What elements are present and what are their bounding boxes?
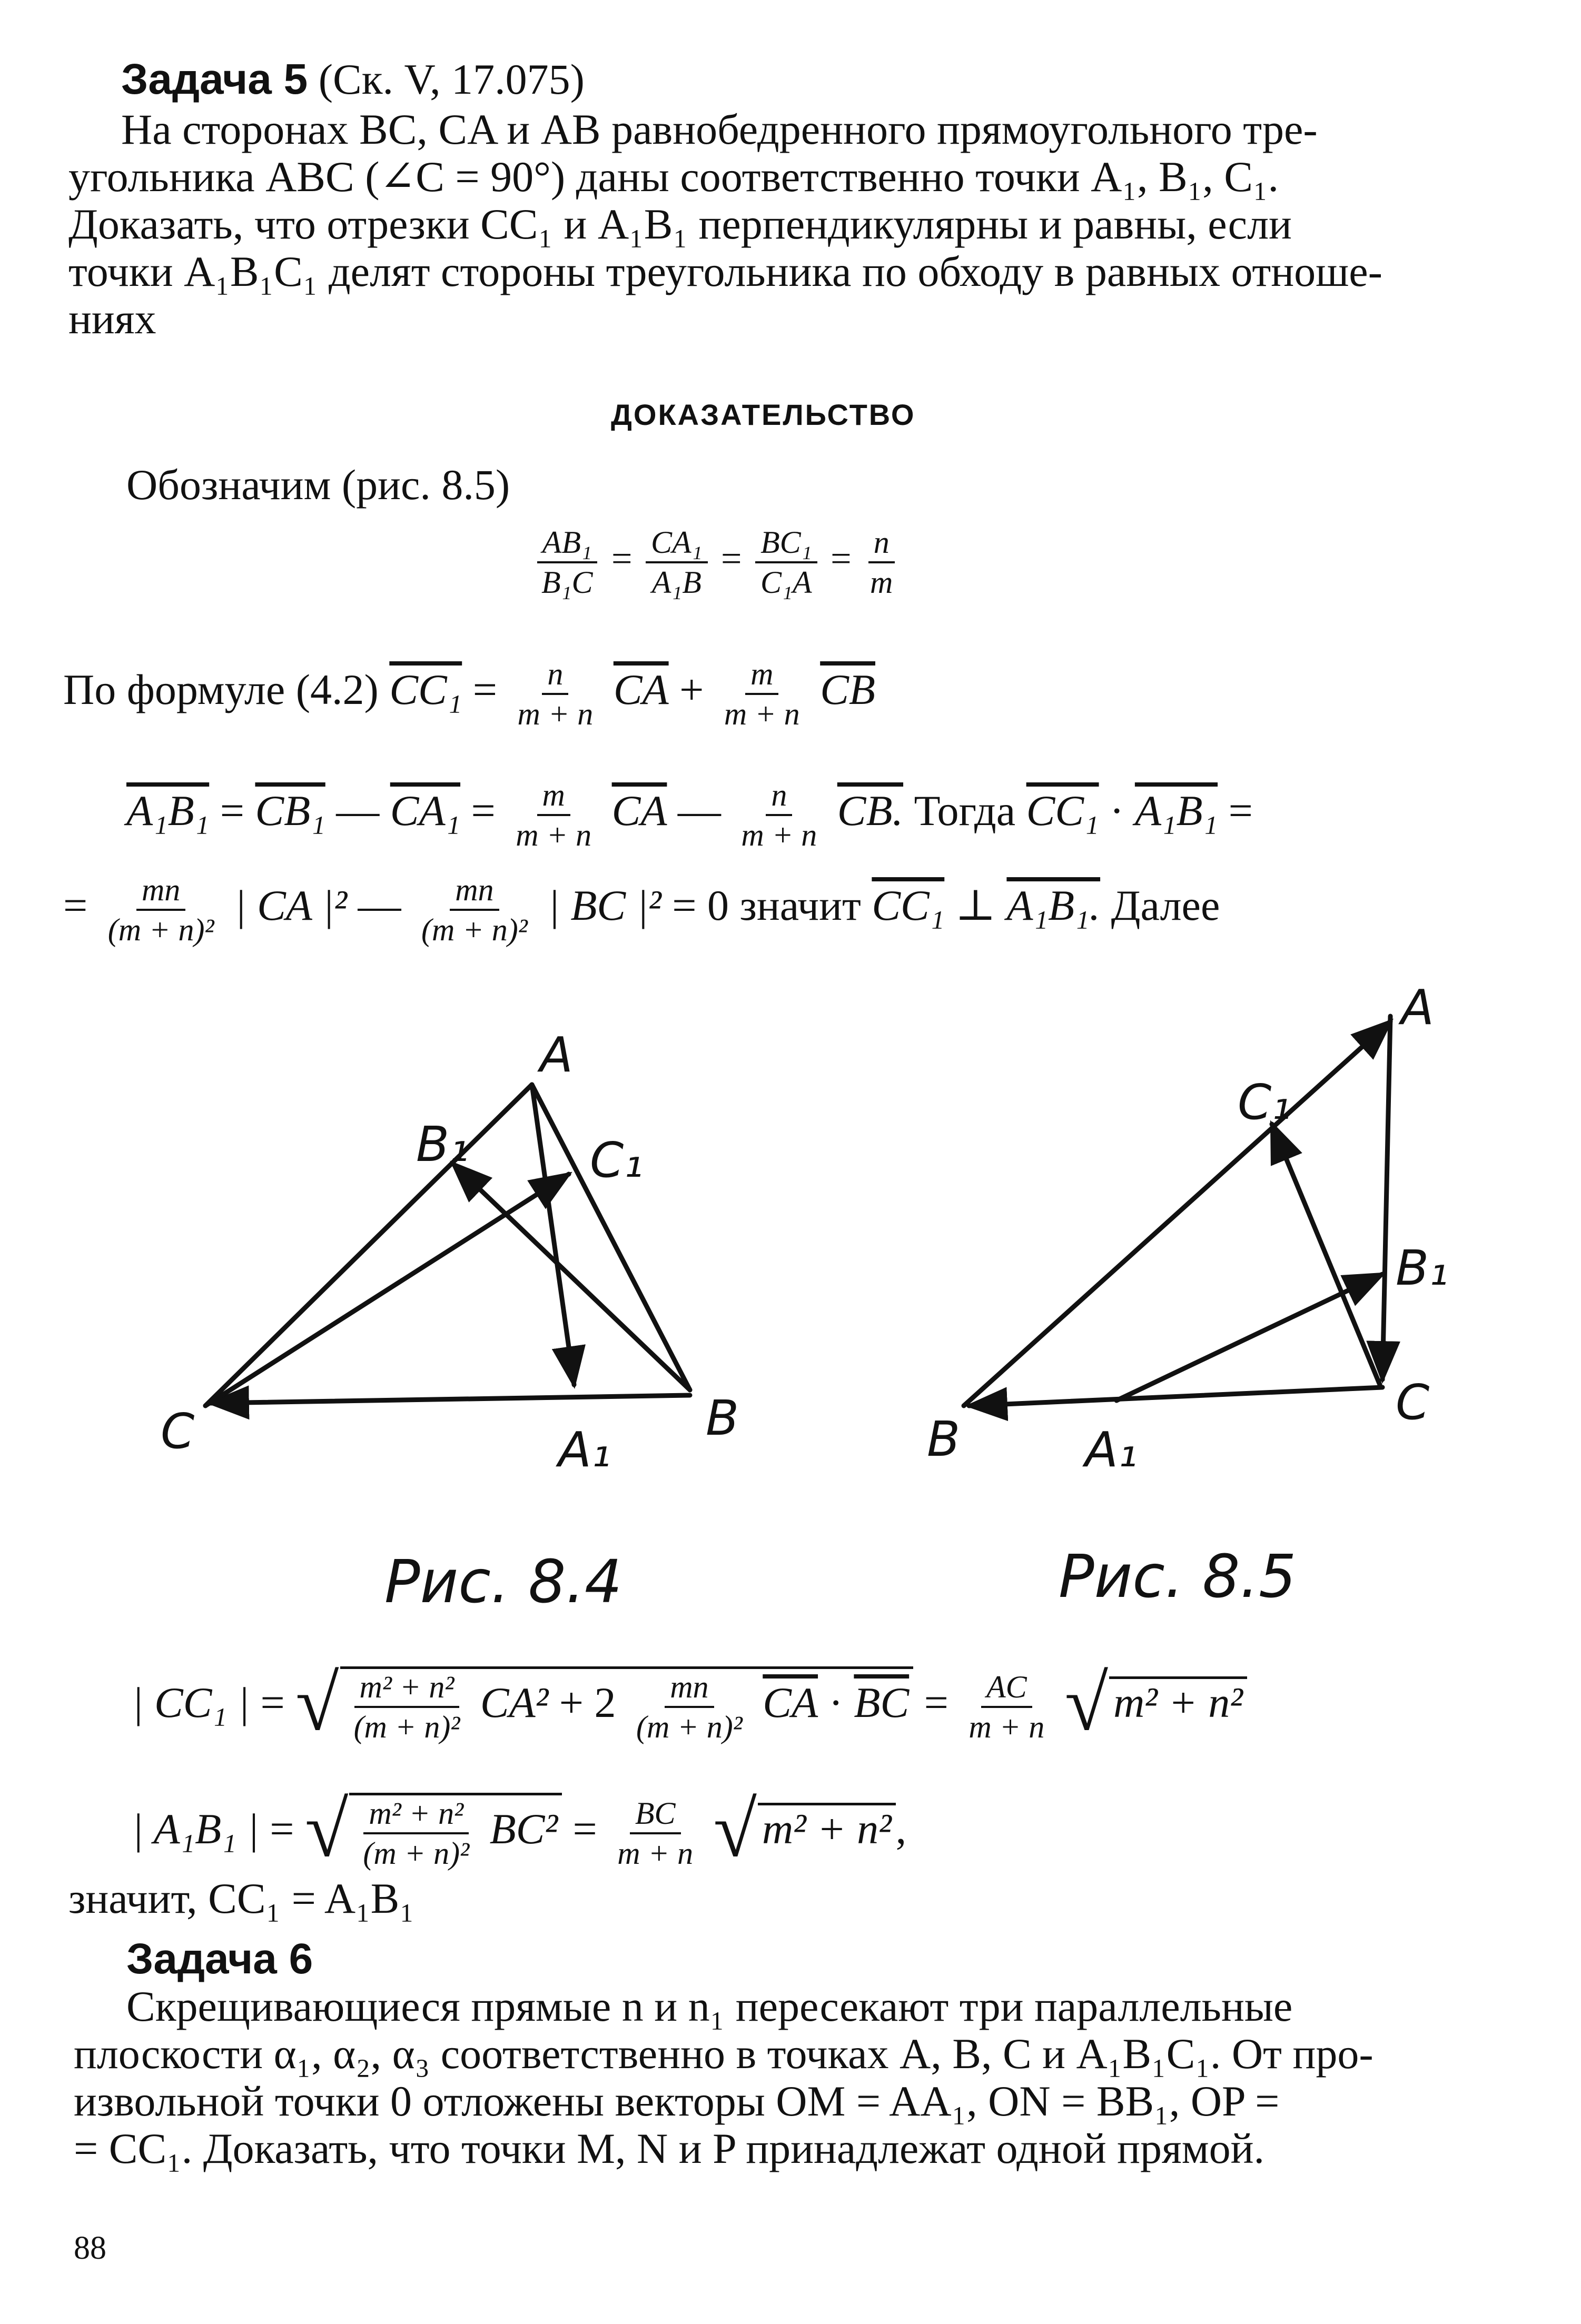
dot-den-1: (m + n)² — [107, 912, 214, 947]
ac-den: m + n — [969, 1710, 1045, 1745]
ratio-eq-2: = — [721, 539, 742, 580]
dot-a1b1: A₁B₁. — [1006, 881, 1101, 929]
dot-mn-2: mn — [450, 874, 499, 911]
a1b1-cb1: CB₁ — [255, 786, 325, 835]
a1b1-den-1: m + n — [516, 818, 592, 852]
a1b1-length-line — [132, 1786, 907, 1873]
cc1-length-eq-2: = — [924, 1679, 948, 1726]
dot-perp: ⊥ — [955, 881, 996, 929]
cc1-eq: = — [472, 665, 497, 713]
proof-heading: ДОКАЗАТЕЛЬСТВО — [611, 398, 916, 431]
problem5-ref: (Ск. V, 17.075) — [318, 55, 585, 103]
ratio-eq-3: = — [831, 539, 852, 580]
fig85-vector-a1b1 — [1116, 1274, 1382, 1401]
problem6-line-4: = CC₁. Доказать, что точки M, N и P принадлежат одной прямой. — [74, 2124, 1265, 2172]
sqrt-sign-1: √ — [295, 1660, 339, 1747]
plus-two: + 2 — [559, 1679, 616, 1726]
proof-intro: Обозначим (рис. 8.5) — [126, 461, 510, 509]
a1b1-lhs: A₁B₁ — [126, 786, 210, 835]
dot-means: значит — [739, 881, 861, 929]
fig85-label-a: A — [1401, 979, 1434, 1036]
formula-intro: По формуле (4.2) — [63, 665, 379, 713]
fig84-label-c1: C₁ — [590, 1132, 644, 1188]
bc-vector: $\overline{BC}$ — [854, 1679, 910, 1726]
a1b1-then: Тогда — [914, 786, 1016, 835]
ratio-f3-num: BC₁ — [755, 527, 817, 563]
fig84-vector-cc1 — [205, 1174, 569, 1406]
fig85-vector-cc1 — [1272, 1124, 1380, 1385]
cc1-cb: $\overline{CB}$ — [820, 665, 875, 713]
dot-den-2: (m + n)² — [421, 912, 528, 947]
a1b1-n: n — [766, 779, 792, 816]
dot-minus: — — [358, 881, 401, 929]
a1b1-ca: $\overline{CA}$ — [611, 786, 667, 835]
fig84-caption: Рис. 8.4 — [384, 1548, 622, 1616]
cc1-m: m — [745, 658, 778, 695]
a1b1-eq-2: = — [471, 786, 496, 835]
mn-den: (m + n)² — [636, 1710, 743, 1745]
ca-vector: $\overline{CA}$ — [763, 1679, 818, 1726]
problem6-title: Задача 6 — [126, 1935, 313, 1983]
fig84-label-a: A — [540, 1027, 573, 1083]
fig85-caption: Рис. 8.5 — [1059, 1543, 1297, 1611]
ratio-f4-den: m — [870, 565, 893, 600]
ratio-f1-den: B₁C — [541, 565, 593, 600]
mn-num: mn — [665, 1671, 714, 1708]
bc-den: m + n — [617, 1836, 694, 1871]
dot-mn-1: mn — [136, 874, 185, 911]
sqrt-sign-2: √ — [1064, 1660, 1109, 1747]
fig85-label-c1: C₁ — [1238, 1074, 1291, 1130]
fig85-side-ba — [964, 1021, 1390, 1406]
sqrt-body-3 — [349, 1793, 562, 1869]
ratio-f1-num: AB₁ — [537, 527, 597, 563]
cc1-length-lhs: | CC₁ | — [132, 1679, 250, 1726]
rad-den-1: (m + n)² — [353, 1710, 460, 1745]
ratio-f2-den: A₁B — [651, 565, 701, 600]
a1b1-eq-1: = — [220, 786, 244, 835]
problem5-title: Задача 5 — [121, 55, 308, 103]
cc1-den-2: m + n — [724, 697, 800, 731]
a1b1-cb: CB. — [837, 786, 904, 835]
a1b1-p2: A₁B₁ — [1134, 786, 1218, 835]
ratio-f2-num: CA₁ — [646, 527, 708, 563]
conclusion: значит, CC₁ = A₁B₁ — [68, 1874, 414, 1922]
problem6-line-2: плоскости α₁, α₂, α₃ соответственно в точках A, B, C и A₁B₁C₁. От про- — [74, 2030, 1374, 2078]
dot-abs-bc: | BC |² — [548, 881, 661, 929]
rad-den-2: (m + n)² — [363, 1836, 470, 1871]
ca2-term: CA² — [480, 1679, 549, 1726]
dot-op: · — [828, 1679, 843, 1726]
cc1-length-eq: = — [260, 1679, 285, 1726]
cc1-n: n — [542, 658, 568, 695]
a1b1-minus-1: — — [336, 786, 380, 835]
fig85-label-b: B — [927, 1411, 961, 1467]
a1b1-length-eq: = — [270, 1805, 294, 1853]
rad-num-2: m² + n² — [363, 1797, 469, 1834]
fig84-vector-bc — [211, 1395, 690, 1403]
sqrt-m2n2-2: m² + n² — [758, 1803, 896, 1851]
cc1-lhs: CC₁ — [389, 665, 462, 713]
page-number: 88 — [74, 2230, 106, 2266]
problem6-line-3: извольной точки 0 отложены векторы OM = AA₁, ON = BB₁, OP = — [74, 2077, 1280, 2125]
fig85-vector-ac — [1382, 1016, 1390, 1379]
fig84-side-ac — [205, 1085, 532, 1406]
dot-eq: = — [63, 881, 88, 929]
problem5-line-1: На сторонах BC, CA и AB равнобедренного прямоугольного тре- — [121, 105, 1318, 153]
cc1-length-line — [132, 1660, 1247, 1747]
fig84-label-a1: A₁ — [558, 1422, 611, 1478]
fig85-vector-cb — [969, 1387, 1382, 1406]
ratio-f3-den: C₁A — [760, 565, 812, 600]
ac-num: AC — [981, 1671, 1032, 1708]
a1b1-dot: · — [1110, 786, 1124, 835]
problem5-line-3: Доказать, что отрезки CC₁ и A₁B₁ перпендикулярны и равны, если — [68, 200, 1292, 248]
fig84-label-b1: B₁ — [416, 1116, 469, 1173]
a1b1-den-2: m + n — [741, 818, 817, 852]
fig85-label-a1: A₁ — [1085, 1422, 1138, 1478]
fig84-label-c: C — [161, 1403, 195, 1459]
dot-zero: = 0 — [672, 881, 729, 929]
fig84-label-b: B — [706, 1390, 739, 1446]
rad-num-1: m² + n² — [354, 1671, 460, 1708]
dot-abs-ca: | CA |² — [234, 881, 347, 929]
a1b1-minus-2: — — [677, 786, 721, 835]
bc2-term: BC² — [489, 1805, 558, 1853]
sqrt-body-1 — [340, 1666, 914, 1743]
fig85-label-b1: B₁ — [1396, 1240, 1448, 1296]
cc1-den-1: m + n — [517, 697, 594, 731]
bc-num: BC — [630, 1797, 681, 1834]
a1b1-length-eq-2: = — [572, 1805, 597, 1853]
problem5-line-5: ниях — [68, 295, 156, 343]
dot-cc1: CC₁ — [872, 881, 945, 929]
problem5-line-2: угольника ABC (∠C = 90°) даны соответственно точки A₁, B₁, C₁. — [68, 153, 1279, 201]
a1b1-m: m — [537, 779, 570, 816]
problem5-line-4: точки A₁B₁C₁ делят стороны треугольника по обходу в равных отноше- — [68, 247, 1382, 295]
cc1-ca: $\overline{CA}$ — [613, 665, 669, 713]
a1b1-eq-3: = — [1228, 786, 1253, 835]
problem6-line-1: Скрещивающиеся прямые n и n₁ пересекают три параллельные — [126, 1982, 1293, 2030]
sqrt-sign-3: √ — [305, 1786, 349, 1873]
sqrt-m2n2-1: m² + n² — [1109, 1676, 1247, 1724]
ratio-f4-num: n — [868, 527, 895, 563]
dot-further: Далее — [1111, 881, 1220, 929]
a1b1-p1: CC₁ — [1026, 786, 1099, 835]
sqrt-sign-4: √ — [713, 1786, 757, 1873]
fig85-label-c: C — [1396, 1374, 1430, 1431]
a1b1-ca1: CA₁ — [390, 786, 461, 835]
cc1-plus: + — [679, 665, 704, 713]
ratio-eq-1: = — [611, 539, 633, 580]
a1b1-length-lhs: | A₁B₁ | — [132, 1805, 259, 1853]
length-comma: , — [895, 1805, 907, 1853]
